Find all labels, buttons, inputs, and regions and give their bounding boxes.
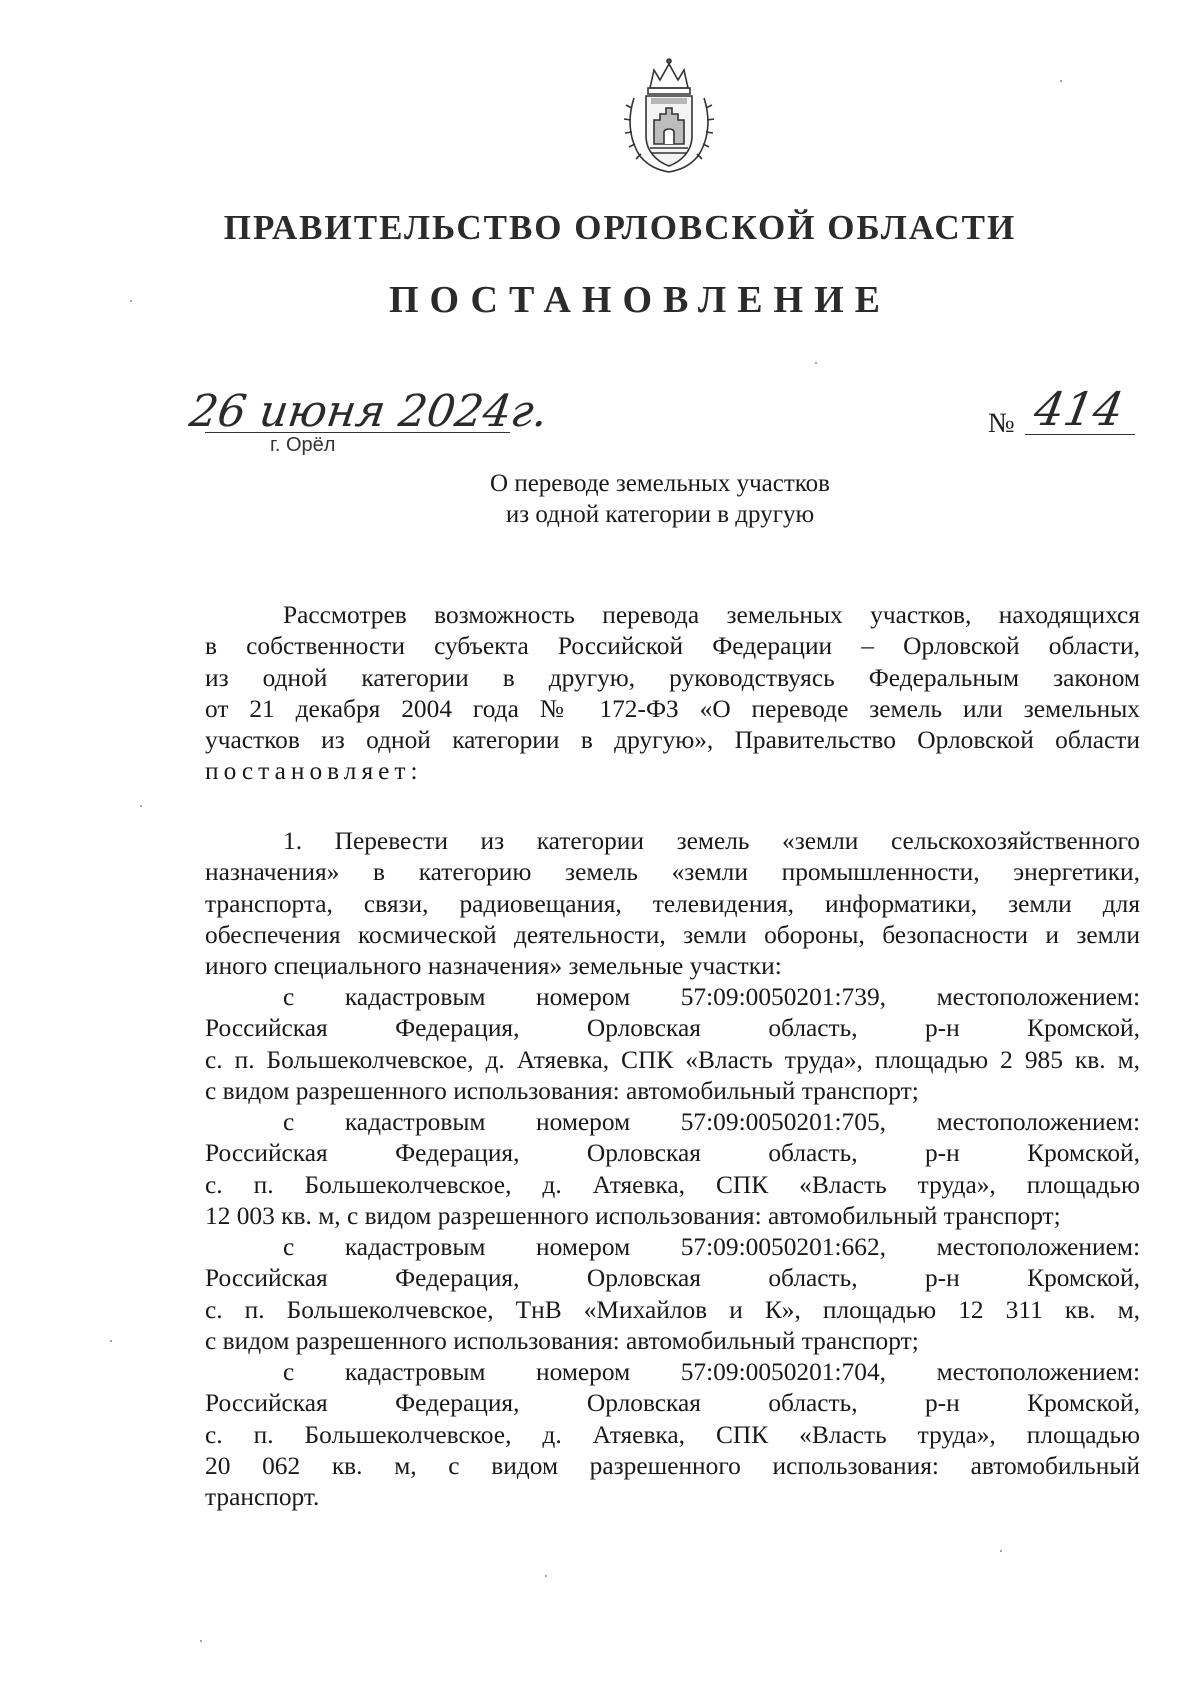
text-line: с. п. Большеколчевское, д. Атяевка, СПК «Власть труда», площадью [205, 1420, 1140, 1449]
text-line: 1. Перевести из категории земель «земли сельскохозяйственного [283, 827, 1140, 855]
text-line: Российская Федерация, Орловская область, р-н Кромской, [205, 1264, 1140, 1293]
text-line: Российская Федерация, Орловская область, р-н Кромской, [205, 1389, 1140, 1418]
document-subject [380, 468, 940, 530]
scan-speck [200, 1640, 202, 1642]
text-line: с кадастровым номером 57:09:0050201:705, местоположением: [283, 1108, 1140, 1136]
text-line: Российская Федерация, Орловская область, р-н Кромской, [205, 1014, 1140, 1043]
text-line: 20 062 кв. м, с видом разрешенного использования: автомобильный [205, 1451, 1140, 1480]
text-line: участков из одной категории в другую», Правительство Орловской области [205, 726, 1140, 755]
text-line: обеспечения космической деятельности, земли обороны, безопасности и земли [205, 920, 1140, 949]
scan-speck [545, 1575, 547, 1577]
number-underline [1025, 434, 1135, 435]
text-line: назначения» в категорию земель «земли промышленности, энергетики, [205, 858, 1140, 887]
text-line: Рассмотрев возможность перевода земельных участков, находящихся [283, 601, 1140, 629]
text-line: с видом разрешенного использования: автомобильный транспорт; [205, 1076, 919, 1105]
scan-speck [1000, 1550, 1002, 1552]
text-line: Российская Федерация, Орловская область, р-н Кромской, [205, 1139, 1140, 1168]
plot-paragraph [205, 1232, 1140, 1357]
text-line: с. п. Большеколчевское, ТнВ «Михайлов и К», площадью 12 311 кв. м, [205, 1295, 1140, 1324]
handwritten-date: 26 июня 2024г. [186, 386, 551, 437]
item-1-paragraph [205, 826, 1140, 982]
plot-paragraph [205, 1107, 1140, 1232]
text-line: от 21 декабря 2004 года № 172-ФЗ «О переводе земель или земельных [205, 694, 1140, 723]
handwritten-number: 414 [1030, 382, 1128, 436]
preamble-paragraph [205, 600, 1140, 788]
subject-line: из одной категории в другую [505, 501, 815, 528]
text-line: с. п. Большеколчевское, д. Атяевка, СПК «Власть труда», площадью 2 985 кв. м, [205, 1045, 1140, 1074]
text-line: с видом разрешенного использования: автомобильный транспорт; [205, 1326, 919, 1355]
text-line: постановляет: [205, 757, 423, 786]
coat-of-arms-emblem [620, 58, 718, 176]
text-line: с кадастровым номером 57:09:0050201:662, местоположением: [283, 1233, 1140, 1261]
scan-speck [130, 300, 132, 302]
text-line: транспорта, связи, радиовещания, телевидения, информатики, земли для [205, 889, 1140, 918]
plot-paragraph [205, 982, 1140, 1107]
text-line: в собственности субъекта Российской Федерации – Орловской области, [205, 632, 1140, 661]
number-label: № [988, 408, 1015, 439]
scan-speck [1060, 80, 1062, 82]
text-line: из одной категории в другую, руководствуясь Федеральным законом [205, 663, 1140, 692]
subject-line: О переводе земельных участков [490, 470, 830, 497]
text-line: 12 003 кв. м, с видом разрешенного использования: автомобильный транспорт; [205, 1201, 1061, 1230]
date-underline [205, 432, 510, 433]
text-line: с. п. Большеколчевское, д. Атяевка, СПК «Власть труда», площадью [205, 1170, 1140, 1199]
document-type-title: ПОСТАНОВЛЕНИЕ [388, 279, 892, 321]
scan-speck [140, 805, 142, 807]
text-line: иного специального назначения» земельные участки: [205, 952, 782, 981]
city-label: г. Орёл [270, 434, 336, 456]
text-line: с кадастровым номером 57:09:0050201:704, местоположением: [283, 1358, 1140, 1386]
plot-paragraph [205, 1357, 1140, 1513]
text-line: с кадастровым номером 57:09:0050201:739, местоположением: [283, 983, 1140, 1011]
text-line: транспорт. [205, 1483, 320, 1512]
government-title: ПРАВИТЕЛЬСТВО ОРЛОВСКОЙ ОБЛАСТИ [223, 208, 1017, 247]
scan-speck [110, 1340, 112, 1342]
scan-speck [815, 362, 817, 364]
